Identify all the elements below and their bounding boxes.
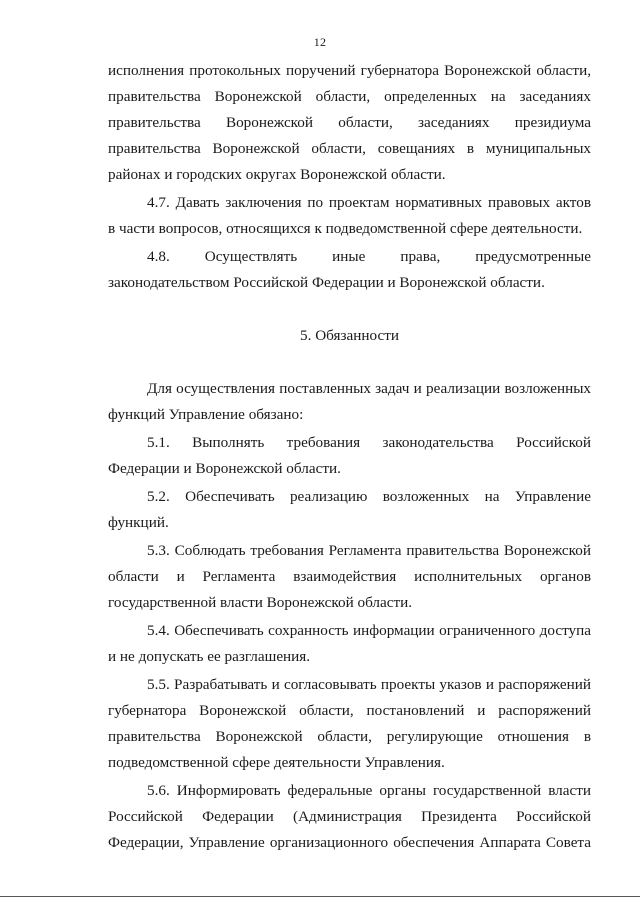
text-line: области и Регламента взаимодействия исполнительных органов bbox=[108, 568, 591, 585]
text-line: 5.6. Информировать федеральные органы государственной власти bbox=[147, 782, 591, 799]
text-line: законодательством Российской Федерации и Воронежской области. bbox=[108, 274, 545, 291]
text-line: правительства Воронежской области, регулирующие отношения в bbox=[108, 728, 591, 745]
text-line: 4.8. Осуществлять иные права, предусмотренные bbox=[147, 248, 591, 265]
text-line: Для осуществления поставленных задач и реализации возложенных bbox=[147, 380, 591, 397]
text-line: подведомственной сфере деятельности Управления. bbox=[108, 754, 445, 771]
paragraph-5-4 bbox=[108, 618, 591, 670]
page-bottom-edge bbox=[0, 896, 640, 897]
paragraph-5-1 bbox=[108, 430, 591, 482]
text-line: 5.1. Выполнять требования законодательства Российской bbox=[147, 434, 591, 451]
paragraph-4-6-continuation bbox=[108, 58, 591, 188]
text-line: исполнения протокольных поручений губернатора Воронежской области, bbox=[108, 62, 591, 79]
text-line: 5.3. Соблюдать требования Регламента правительства Воронежской bbox=[147, 542, 591, 559]
paragraph-4-8 bbox=[108, 244, 591, 296]
document-body bbox=[108, 58, 591, 856]
paragraph-intro bbox=[108, 376, 591, 428]
paragraph-5-6 bbox=[108, 778, 591, 856]
text-line: в части вопросов, относящихся к подведомственной сфере деятельности. bbox=[108, 220, 583, 237]
text-line: районах и городских округах Воронежской области. bbox=[108, 166, 446, 183]
text-line: правительства Воронежской области, определенных на заседаниях bbox=[108, 88, 591, 105]
text-line: губернатора Воронежской области, постановлений и распоряжений bbox=[108, 702, 591, 719]
text-line: Федерации и Воронежской области. bbox=[108, 460, 341, 477]
text-line: государственной власти Воронежской области. bbox=[108, 594, 413, 611]
section-heading: 5. Обязанности bbox=[300, 327, 399, 344]
page-number: 12 bbox=[313, 35, 327, 49]
text-line: Российской Федерации (Администрация Президента Российской bbox=[108, 808, 591, 825]
text-line: правительства Воронежской области, совещаниях в муниципальных bbox=[108, 140, 591, 157]
text-line: 5.2. Обеспечивать реализацию возложенных на Управление bbox=[147, 488, 591, 505]
text-line: 5.4. Обеспечивать сохранность информации ограниченного доступа bbox=[147, 622, 591, 639]
text-line: функций Управление обязано: bbox=[108, 406, 304, 423]
paragraph-5-3 bbox=[108, 538, 591, 616]
paragraph-5-2 bbox=[108, 484, 591, 536]
text-line: и не допускать ее разглашения. bbox=[108, 648, 311, 665]
text-line: правительства Воронежской области, заседаниях президиума bbox=[108, 114, 591, 131]
paragraph-4-7 bbox=[108, 190, 591, 242]
paragraph-5-5 bbox=[108, 672, 591, 776]
text-line: функций. bbox=[108, 514, 169, 531]
text-line: 5.5. Разрабатывать и согласовывать проекты указов и распоряжений bbox=[147, 676, 591, 693]
text-line: 4.7. Давать заключения по проектам нормативных правовых актов bbox=[147, 194, 591, 211]
text-line: Федерации, Управление организационного обеспечения Аппарата Совета bbox=[108, 834, 591, 851]
